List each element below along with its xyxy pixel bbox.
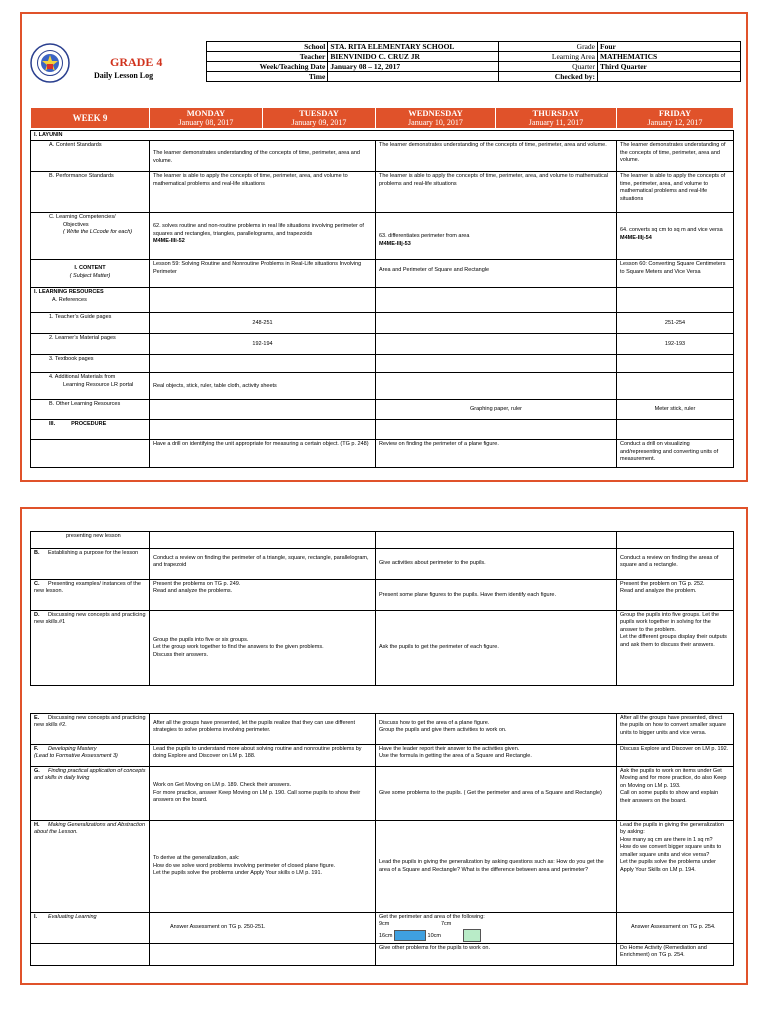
checked-by-value [598, 72, 741, 82]
day-thursday: THURSDAY January 11, 2017 [496, 108, 617, 129]
teacher-label: Teacher [207, 52, 328, 62]
school-value: STA. RITA ELEMENTARY SCHOOL [328, 42, 498, 52]
school-label: School [207, 42, 328, 52]
table-row: C. Learning Competencies/ Objectives ( Write the LCcode for each) 62. solves routine and non-routine problems in real life situations involving perimeter of squares and rectangles, triangles, parallelograms, and trapezoids M4ME-IIIi-52 63. differentiates perimeter from area M4ME-IIIj-53 64. converts sq cm to sq m and vice versa M4ME-IIIj-54 [31, 213, 734, 260]
time-label: Time [207, 72, 328, 82]
header [30, 41, 741, 86]
quarter-value: Third Quarter [598, 62, 741, 72]
week-label: Week/Teaching Date [207, 62, 328, 72]
learning-area-label: Learning Area [498, 52, 597, 62]
quarter-label: Quarter [498, 62, 597, 72]
table-row: 1. Teacher’s Guide pages 248-251 251-254 [31, 313, 734, 334]
grade-heading: GRADE 4 [110, 55, 163, 69]
day-header-row [30, 107, 734, 129]
square-figure [463, 929, 481, 942]
table-row: I. LEARNING RESOURCES A. References [31, 288, 734, 313]
day-friday: FRIDAY January 12, 2017 [617, 108, 734, 129]
lesson-table-2 [30, 531, 734, 686]
rectangle-figure [394, 930, 426, 941]
day-wednesday: WEDNESDAY January 10, 2017 [376, 108, 496, 129]
table-row: I. CONTENT ( Subject Matter) Lesson 59: Solving Routine and Nonroutine Problems in Real-Life situations Involving Perimeter Area and Perimeter of Square and Rectangle Lesson 60: Converting Square Centimeters to Square Meters and Vice Versa [31, 260, 734, 288]
table-row: A. Content Standards The learner demonstrates understanding of the concepts of time, perimeter, area and volume. The learner demonstrates understanding of the concepts of time, perimeter, area and volume. The learner demonstrates understanding of the concepts of time, perimeter, area and volume. [31, 141, 734, 172]
table-row: Have a drill on identifying the unit appropriate for measuring a certain object. (TG p. 248) Review on finding the perimeter of a plane figure. Conduct a drill on visualizing and/representing and converting units of measurement. [31, 440, 734, 468]
time-value [328, 72, 498, 82]
grade-value: Four [598, 42, 741, 52]
table-row: G. Finding practical application of concepts and skills in daily living Work on Get Moving on LM p. 189. Check their answers. For more practice, answer Keep Moving on LM p. 190. Call some pupils to show their answers on the board. Give some problems to the pupils. ( Get the perimeter and area of a Square and Rectangle) Ask the pupils to work on items under Get Moving and for more practice, do also Keep on Moving on LM p. 193. Call on some pupils to show and explain their answers on the board. [31, 767, 734, 821]
table-row: H. Making Generalizations and Abstraction about the Lesson. To derive at the generalization, ask: How do we solve word problems involving perimeter of closed plane figure. Let the pupils solve the problems under Apply Your skills o LM p. 191. Lead the pupils in giving the generalization by asking questions such as: How do you get the area of a Square and Rectangle? What is the difference between area and perimeter? Lead the pupils in giving the generalization by asking: How many sq cm are there in 1 sq m? How do we convert bigger square units to smaller square units and vice versa? Let the pupils solve the problems under Apply Your Skills on LM p. 194. [31, 821, 734, 913]
section-layunin: I. LAYUNIN [31, 131, 734, 141]
table-row: B. Other Learning Resources Graphing paper, ruler Meter stick, ruler [31, 400, 734, 420]
checked-by-label: Checked by: [498, 72, 597, 82]
table-row: D. Discussing new concepts and practicing new skills.#1 Group the pupils into five or six groups. Let the group work together to find the answers to the given problems. Discuss their answers. Ask the pupils to get the perimeter of each figure. Group the pupils into five groups. Let the pupils work together in solving for the answer to the problem. Let the different groups display their outputs and ask them to discuss their answers. [31, 611, 734, 686]
table-row: 4. Additional Materials from Learning Resource LR portal Real objects, stick, ruler, table cloth, activity sheets [31, 373, 734, 400]
learning-area-value: MATHEMATICS [598, 52, 741, 62]
day-monday: MONDAY January 08, 2017 [150, 108, 263, 129]
week-number: WEEK 9 [31, 108, 150, 129]
grade-label: Grade [498, 42, 597, 52]
table-row: 3. Textbook pages [31, 355, 734, 373]
table-row: B. Performance Standards The learner is able to apply the concepts of time, perimeter, area, and volume to mathematical problems and real-life situations The learner is able to apply the concepts of time, perimeter, area, and volume to mathematical problems and real-life situations The learner is able to apply the concepts of time, perimeter, area, and volume to mathematical problems and real-life situations [31, 172, 734, 213]
table-row: I. Evaluating Learning Answer Assessment on TG p. 250-251. Get the perimeter and area of the following: 9cm 7cm 16cm 10cm Answer Assessment on TG p. 254. [31, 913, 734, 944]
table-row: E. Discussing new concepts and practicing new skills #2. After all the groups have presented, let the pupils realize that they can use different strategies to solve problems involving perimeter. Discuss how to get the area of a plane figure. Group the pupils and give them activities to work on. After all the groups have presented, direct the pupils on how to convert smaller square units to bigger units and vice versa. [31, 714, 734, 745]
page-1 [20, 12, 748, 482]
lesson-table-1 [30, 130, 734, 468]
page-2 [20, 507, 748, 985]
table-row: F. Developing Mastery (Lead to Formative Assessment 3) Lead the pupils to understand more about solving routine and nonroutine problems by doing Explore and Discover on LM p. 188. Have the leader report their answer to the activities given. Use the formula in getting the area of a Square and Rectangle. Discuss Explore and Discover on LM p. 192. [31, 745, 734, 767]
table-row: B. Establishing a purpose for the lesson Conduct a review on finding the perimeter of a triangle, square, rectangle, parallelogram, and trapezoid Give activities about perimeter to the pupils. Conduct a review on finding the areas of square and a rectangle. [31, 549, 734, 580]
table-row: C. Presenting examples/ instances of the new lesson. Present the problems on TG p. 249. Read and analyze the problems. Present some plane figures to the pupils. Have them identify each figure. Present the problem on TG p. 252. Read and analyze the problem. [31, 580, 734, 611]
table-row: 2. Learner’s Material pages 192-194 192-193 [31, 334, 734, 355]
doc-title: Daily Lesson Log [94, 71, 154, 80]
table-row: presenting new lesson [31, 532, 734, 549]
deped-seal-icon [30, 43, 70, 83]
table-row: Give other problems for the pupils to work on. Do Home Activity (Remediation and Enrichment) on TG p. 254. [31, 943, 734, 965]
week-value: January 08 – 12, 2017 [328, 62, 498, 72]
teacher-value: BIENVINIDO C. CRUZ JR [328, 52, 498, 62]
lesson-table-3 [30, 713, 734, 966]
header-info-table [206, 41, 741, 82]
table-row: III. PROCEDURE [31, 420, 734, 440]
day-tuesday: TUESDAY January 09, 2017 [263, 108, 376, 129]
